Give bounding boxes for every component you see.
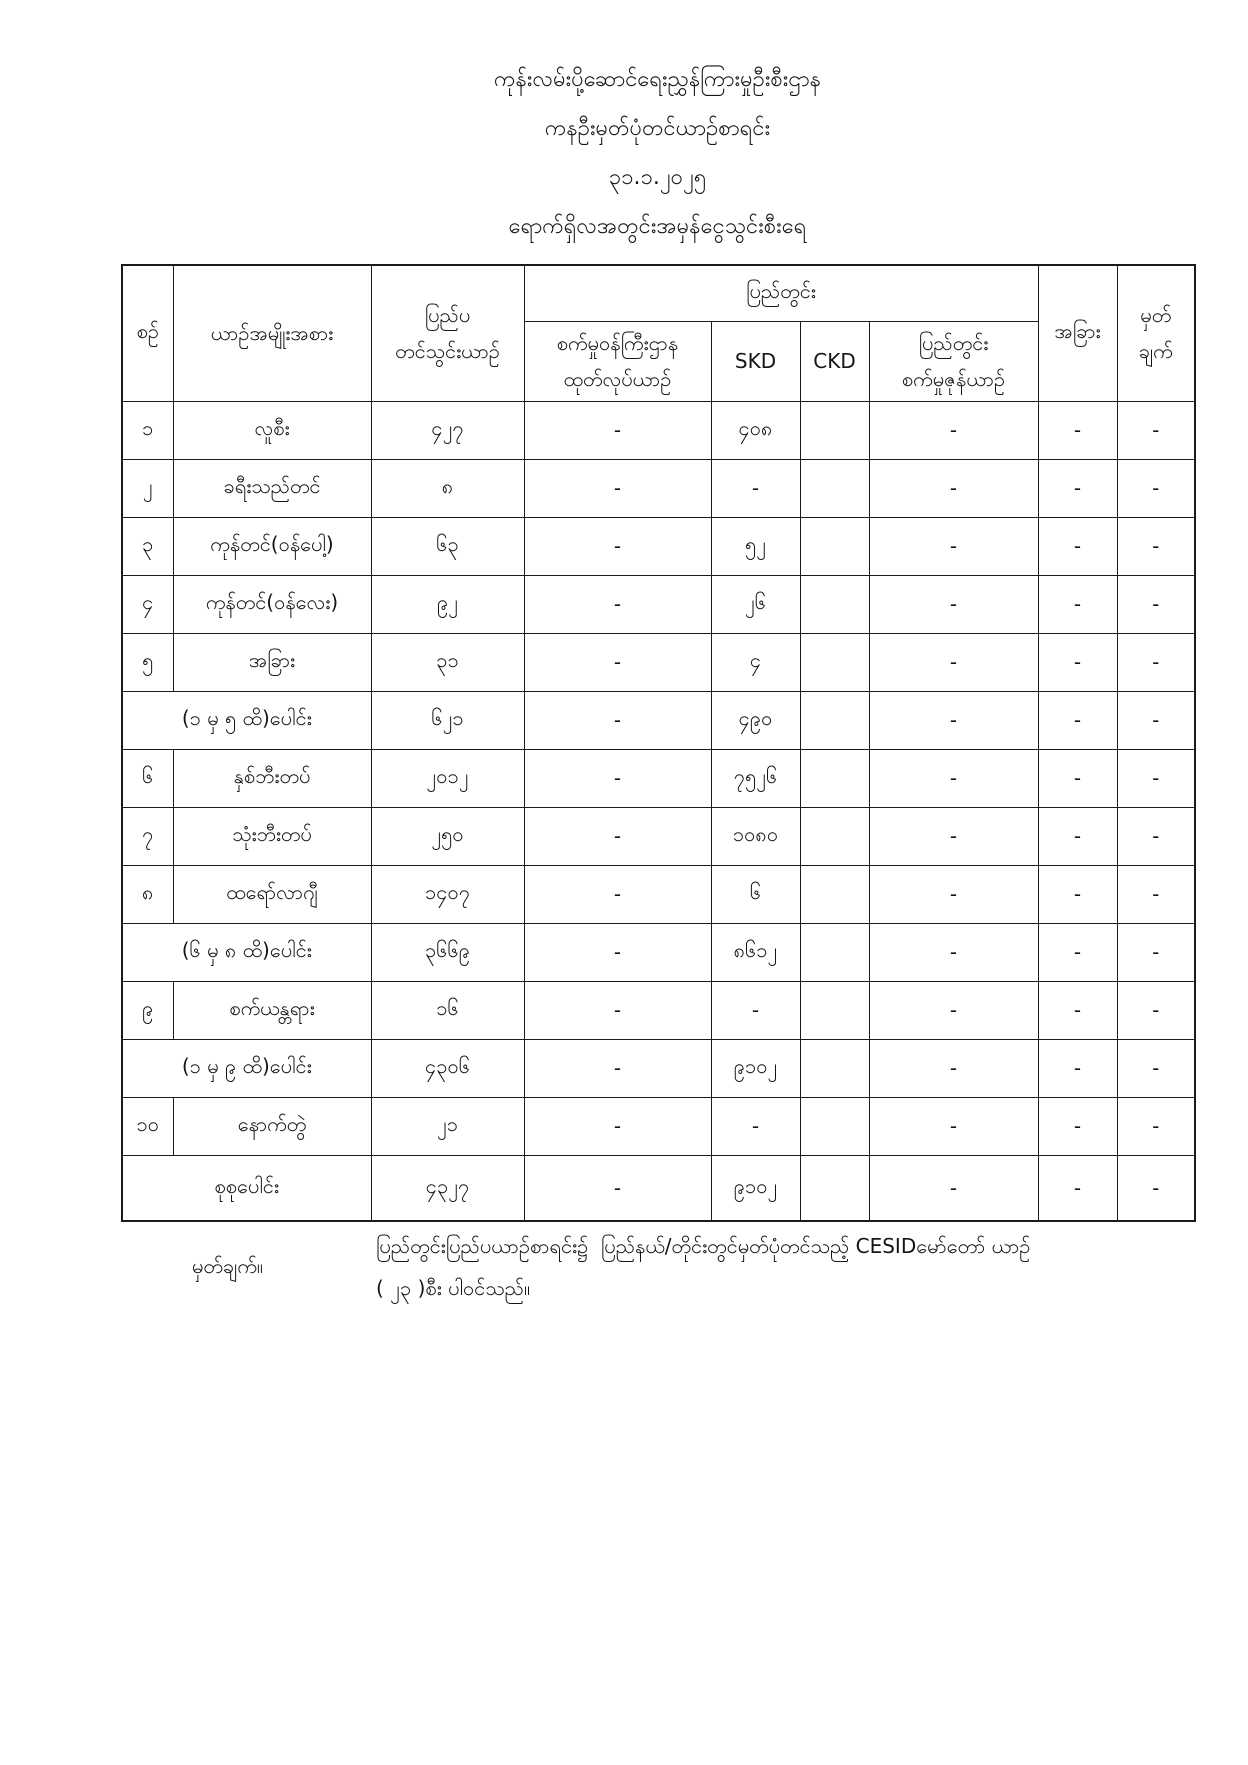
subtotal-row — [122, 691, 1195, 749]
cell-remark: - — [1117, 691, 1195, 749]
col-header-domestic-group: ပြည်တွင်း — [524, 265, 1038, 321]
cell-remark: - — [1117, 401, 1195, 459]
note-line: ပြည်တွင်းပြည်ပယာဉ်စာရင်း၌ ပြည်နယ်/တိုင်းတွင်မှတ်ပုံတင်သည့် CESIDမော်တော် ယာဉ် — [376, 1234, 1031, 1258]
note-label: မှတ်ချက်။ — [192, 1254, 263, 1278]
cell-other: - — [1038, 401, 1117, 459]
cell-ckd — [800, 459, 869, 517]
department-title: ကုန်းလမ်းပို့ဆောင်ရေးညွှန်ကြားမှုဦးစီးဌာန — [493, 67, 822, 92]
cell-industrial-zone: - — [869, 981, 1038, 1039]
cell-industrial-zone: - — [869, 1097, 1038, 1155]
cell-remark: - — [1117, 865, 1195, 923]
cell-ckd — [800, 923, 869, 981]
cell-vehicle-type: ခရီးသည်တင် — [173, 459, 371, 517]
cell-import: ၃၆၆၉ — [371, 923, 524, 981]
cell-ministry: - — [524, 517, 711, 575]
cell-import: ၈ — [371, 459, 524, 517]
cell-other: - — [1038, 981, 1117, 1039]
cell-remark: - — [1117, 459, 1195, 517]
cell-ckd — [800, 575, 869, 633]
table-row — [122, 633, 1195, 691]
cell-vehicle-type: အခြား — [173, 633, 371, 691]
cell-remark: - — [1117, 1097, 1195, 1155]
cell-vehicle-type: လူစီး — [173, 401, 371, 459]
cell-ckd — [800, 1039, 869, 1097]
cell-skd: ၆ — [711, 865, 800, 923]
cell-remark: - — [1117, 633, 1195, 691]
cell-ministry: - — [524, 401, 711, 459]
cell-import: ၄၃၂၇ — [371, 1155, 524, 1221]
table-row — [122, 517, 1195, 575]
cell-ckd — [800, 633, 869, 691]
document-heading — [121, 55, 1194, 251]
cell-subtotal-label: (၁ မှ ၉ ထိ)ပေါင်း — [122, 1039, 371, 1097]
cell-industrial-zone: - — [869, 1039, 1038, 1097]
cell-other: - — [1038, 1097, 1117, 1155]
cell-ckd — [800, 517, 869, 575]
subtotal-row — [122, 1039, 1195, 1097]
table-row — [122, 981, 1195, 1039]
cell-import: ၂၅၀ — [371, 807, 524, 865]
cell-ministry: - — [524, 981, 711, 1039]
col-header-ckd: CKD — [800, 321, 869, 401]
cell-ministry: - — [524, 1039, 711, 1097]
table-row — [122, 459, 1195, 517]
cell-other: - — [1038, 1155, 1117, 1221]
cell-serial: ၁ — [122, 401, 173, 459]
col-header-ministry — [524, 321, 711, 401]
cell-ministry: - — [524, 807, 711, 865]
report-subtitle: ကနဦးမှတ်ပုံတင်ယာဉ်စာရင်း — [544, 116, 771, 141]
col-header-industrial-zone-line: စက်မှုဇုန်ယာဉ် — [901, 367, 1006, 391]
cell-ckd — [800, 1097, 869, 1155]
cell-serial: ၈ — [122, 865, 173, 923]
cell-ckd — [800, 865, 869, 923]
cell-other: - — [1038, 865, 1117, 923]
cell-industrial-zone: - — [869, 923, 1038, 981]
cell-grand-total-label: စုစုပေါင်း — [122, 1155, 371, 1221]
cell-remark: - — [1117, 807, 1195, 865]
cell-ckd — [800, 1155, 869, 1221]
col-header-remark-line: မှတ် — [1140, 303, 1172, 328]
cell-import: ၆၂၁ — [371, 691, 524, 749]
cell-skd: ၈၆၁၂ — [711, 923, 800, 981]
cell-remark: - — [1117, 1155, 1195, 1221]
cell-skd: ၅၂ — [711, 517, 800, 575]
cell-other: - — [1038, 923, 1117, 981]
report-caption: ရောက်ရှိလအတွင်းအမှန်ငွေသွင်းစီးရေ — [508, 214, 807, 239]
col-header-vehicle-type: ယာဉ်အမျိုးအစား — [173, 265, 371, 401]
cell-serial: ၆ — [122, 749, 173, 807]
cell-import: ၉၂ — [371, 575, 524, 633]
cell-ckd — [800, 749, 869, 807]
subtotal-row — [122, 923, 1195, 981]
table-row — [122, 401, 1195, 459]
col-header-industrial-zone-line: ပြည်တွင်း — [918, 331, 989, 355]
cell-other: - — [1038, 807, 1117, 865]
cell-vehicle-type: ကုန်တင်(ဝန်ပေါ့) — [173, 517, 371, 575]
table-row — [122, 807, 1195, 865]
cell-industrial-zone: - — [869, 749, 1038, 807]
cell-industrial-zone: - — [869, 807, 1038, 865]
cell-ministry: - — [524, 633, 711, 691]
cell-ministry: - — [524, 865, 711, 923]
cell-ministry: - — [524, 1097, 711, 1155]
cell-subtotal-label: (၁ မှ ၅ ထိ)ပေါင်း — [122, 691, 371, 749]
cell-serial: ၅ — [122, 633, 173, 691]
cell-ministry: - — [524, 459, 711, 517]
cell-serial: ၇ — [122, 807, 173, 865]
col-header-remark-line: ချက် — [1138, 339, 1173, 364]
cell-industrial-zone: - — [869, 865, 1038, 923]
cell-vehicle-type: စက်ယန္တရား — [173, 981, 371, 1039]
cell-ckd — [800, 807, 869, 865]
cell-skd: ၇၅၂၆ — [711, 749, 800, 807]
cell-other: - — [1038, 459, 1117, 517]
cell-industrial-zone: - — [869, 575, 1038, 633]
grand-total-row — [122, 1155, 1195, 1221]
col-header-import — [371, 265, 524, 401]
cell-remark: - — [1117, 575, 1195, 633]
cell-other: - — [1038, 633, 1117, 691]
cell-industrial-zone: - — [869, 401, 1038, 459]
cell-import: ၁၆ — [371, 981, 524, 1039]
cell-industrial-zone: - — [869, 517, 1038, 575]
cell-industrial-zone: - — [869, 691, 1038, 749]
cell-skd: - — [711, 981, 800, 1039]
cell-import: ၄၃၀၆ — [371, 1039, 524, 1097]
cell-ministry: - — [524, 749, 711, 807]
cell-ministry: - — [524, 923, 711, 981]
cell-skd: - — [711, 1097, 800, 1155]
cell-import: ၁၄၀၇ — [371, 865, 524, 923]
cell-vehicle-type: နောက်တွဲ — [173, 1097, 371, 1155]
col-header-import-line: တင်သွင်းယာဉ် — [395, 339, 500, 364]
cell-other: - — [1038, 1039, 1117, 1097]
cell-remark: - — [1117, 749, 1195, 807]
cell-other: - — [1038, 691, 1117, 749]
col-header-other: အခြား — [1038, 265, 1117, 401]
cell-ckd — [800, 981, 869, 1039]
col-header-ministry-line: စက်မှုဝန်ကြီးဌာန — [556, 331, 679, 355]
cell-skd: ၄ — [711, 633, 800, 691]
cell-industrial-zone: - — [869, 633, 1038, 691]
cell-skd: ၄၉၀ — [711, 691, 800, 749]
cell-remark: - — [1117, 517, 1195, 575]
cell-skd: ၄၀၈ — [711, 401, 800, 459]
cell-vehicle-type: ထရော်လာဂျီ — [173, 865, 371, 923]
cell-subtotal-label: (၆ မှ ၈ ထိ)ပေါင်း — [122, 923, 371, 981]
cell-serial: ၂ — [122, 459, 173, 517]
cell-import: ၂၀၁၂ — [371, 749, 524, 807]
table-row — [122, 1097, 1195, 1155]
cell-vehicle-type: ကုန်တင်(ဝန်လေး) — [173, 575, 371, 633]
cell-other: - — [1038, 517, 1117, 575]
cell-skd: ၉၁၀၂ — [711, 1039, 800, 1097]
cell-industrial-zone: - — [869, 459, 1038, 517]
cell-serial: ၄ — [122, 575, 173, 633]
col-header-import-line: ပြည်ပ — [424, 303, 471, 328]
cell-skd: ၂၆ — [711, 575, 800, 633]
cell-remark: - — [1117, 981, 1195, 1039]
cell-remark: - — [1117, 923, 1195, 981]
cell-skd: ၁၀၈၀ — [711, 807, 800, 865]
col-header-remark — [1117, 265, 1195, 401]
cell-ckd — [800, 401, 869, 459]
col-header-industrial-zone — [869, 321, 1038, 401]
cell-other: - — [1038, 749, 1117, 807]
cell-import: ၂၁ — [371, 1097, 524, 1155]
col-header-ministry-line: ထုတ်လုပ်ယာဉ် — [563, 367, 672, 391]
cell-ministry: - — [524, 1155, 711, 1221]
cell-import: ၄၂၇ — [371, 401, 524, 459]
cell-serial: ၁၀ — [122, 1097, 173, 1155]
cell-serial: ၉ — [122, 981, 173, 1039]
cell-import: ၃၁ — [371, 633, 524, 691]
cell-ministry: - — [524, 691, 711, 749]
cell-industrial-zone: - — [869, 1155, 1038, 1221]
cell-ckd — [800, 691, 869, 749]
cell-other: - — [1038, 575, 1117, 633]
cell-ministry: - — [524, 575, 711, 633]
note-line: ( ၂၃ )စီး ပါဝင်သည်။ — [376, 1276, 530, 1300]
cell-skd: - — [711, 459, 800, 517]
cell-vehicle-type: နှစ်ဘီးတပ် — [173, 749, 371, 807]
header-row — [122, 265, 1195, 321]
table-row — [122, 749, 1195, 807]
report-date: ၃၁.၁.၂၀၂၅ — [608, 165, 707, 190]
cell-remark: - — [1117, 1039, 1195, 1097]
col-header-serial: စဉ် — [122, 265, 173, 401]
table-row — [122, 575, 1195, 633]
cell-serial: ၃ — [122, 517, 173, 575]
note-text — [376, 1225, 1236, 1309]
col-header-skd: SKD — [711, 321, 800, 401]
table-row — [122, 865, 1195, 923]
cell-skd: ၉၁၀၂ — [711, 1155, 800, 1221]
cell-import: ၆၃ — [371, 517, 524, 575]
vehicle-registration-table — [121, 264, 1196, 1222]
cell-vehicle-type: သုံးဘီးတပ် — [173, 807, 371, 865]
